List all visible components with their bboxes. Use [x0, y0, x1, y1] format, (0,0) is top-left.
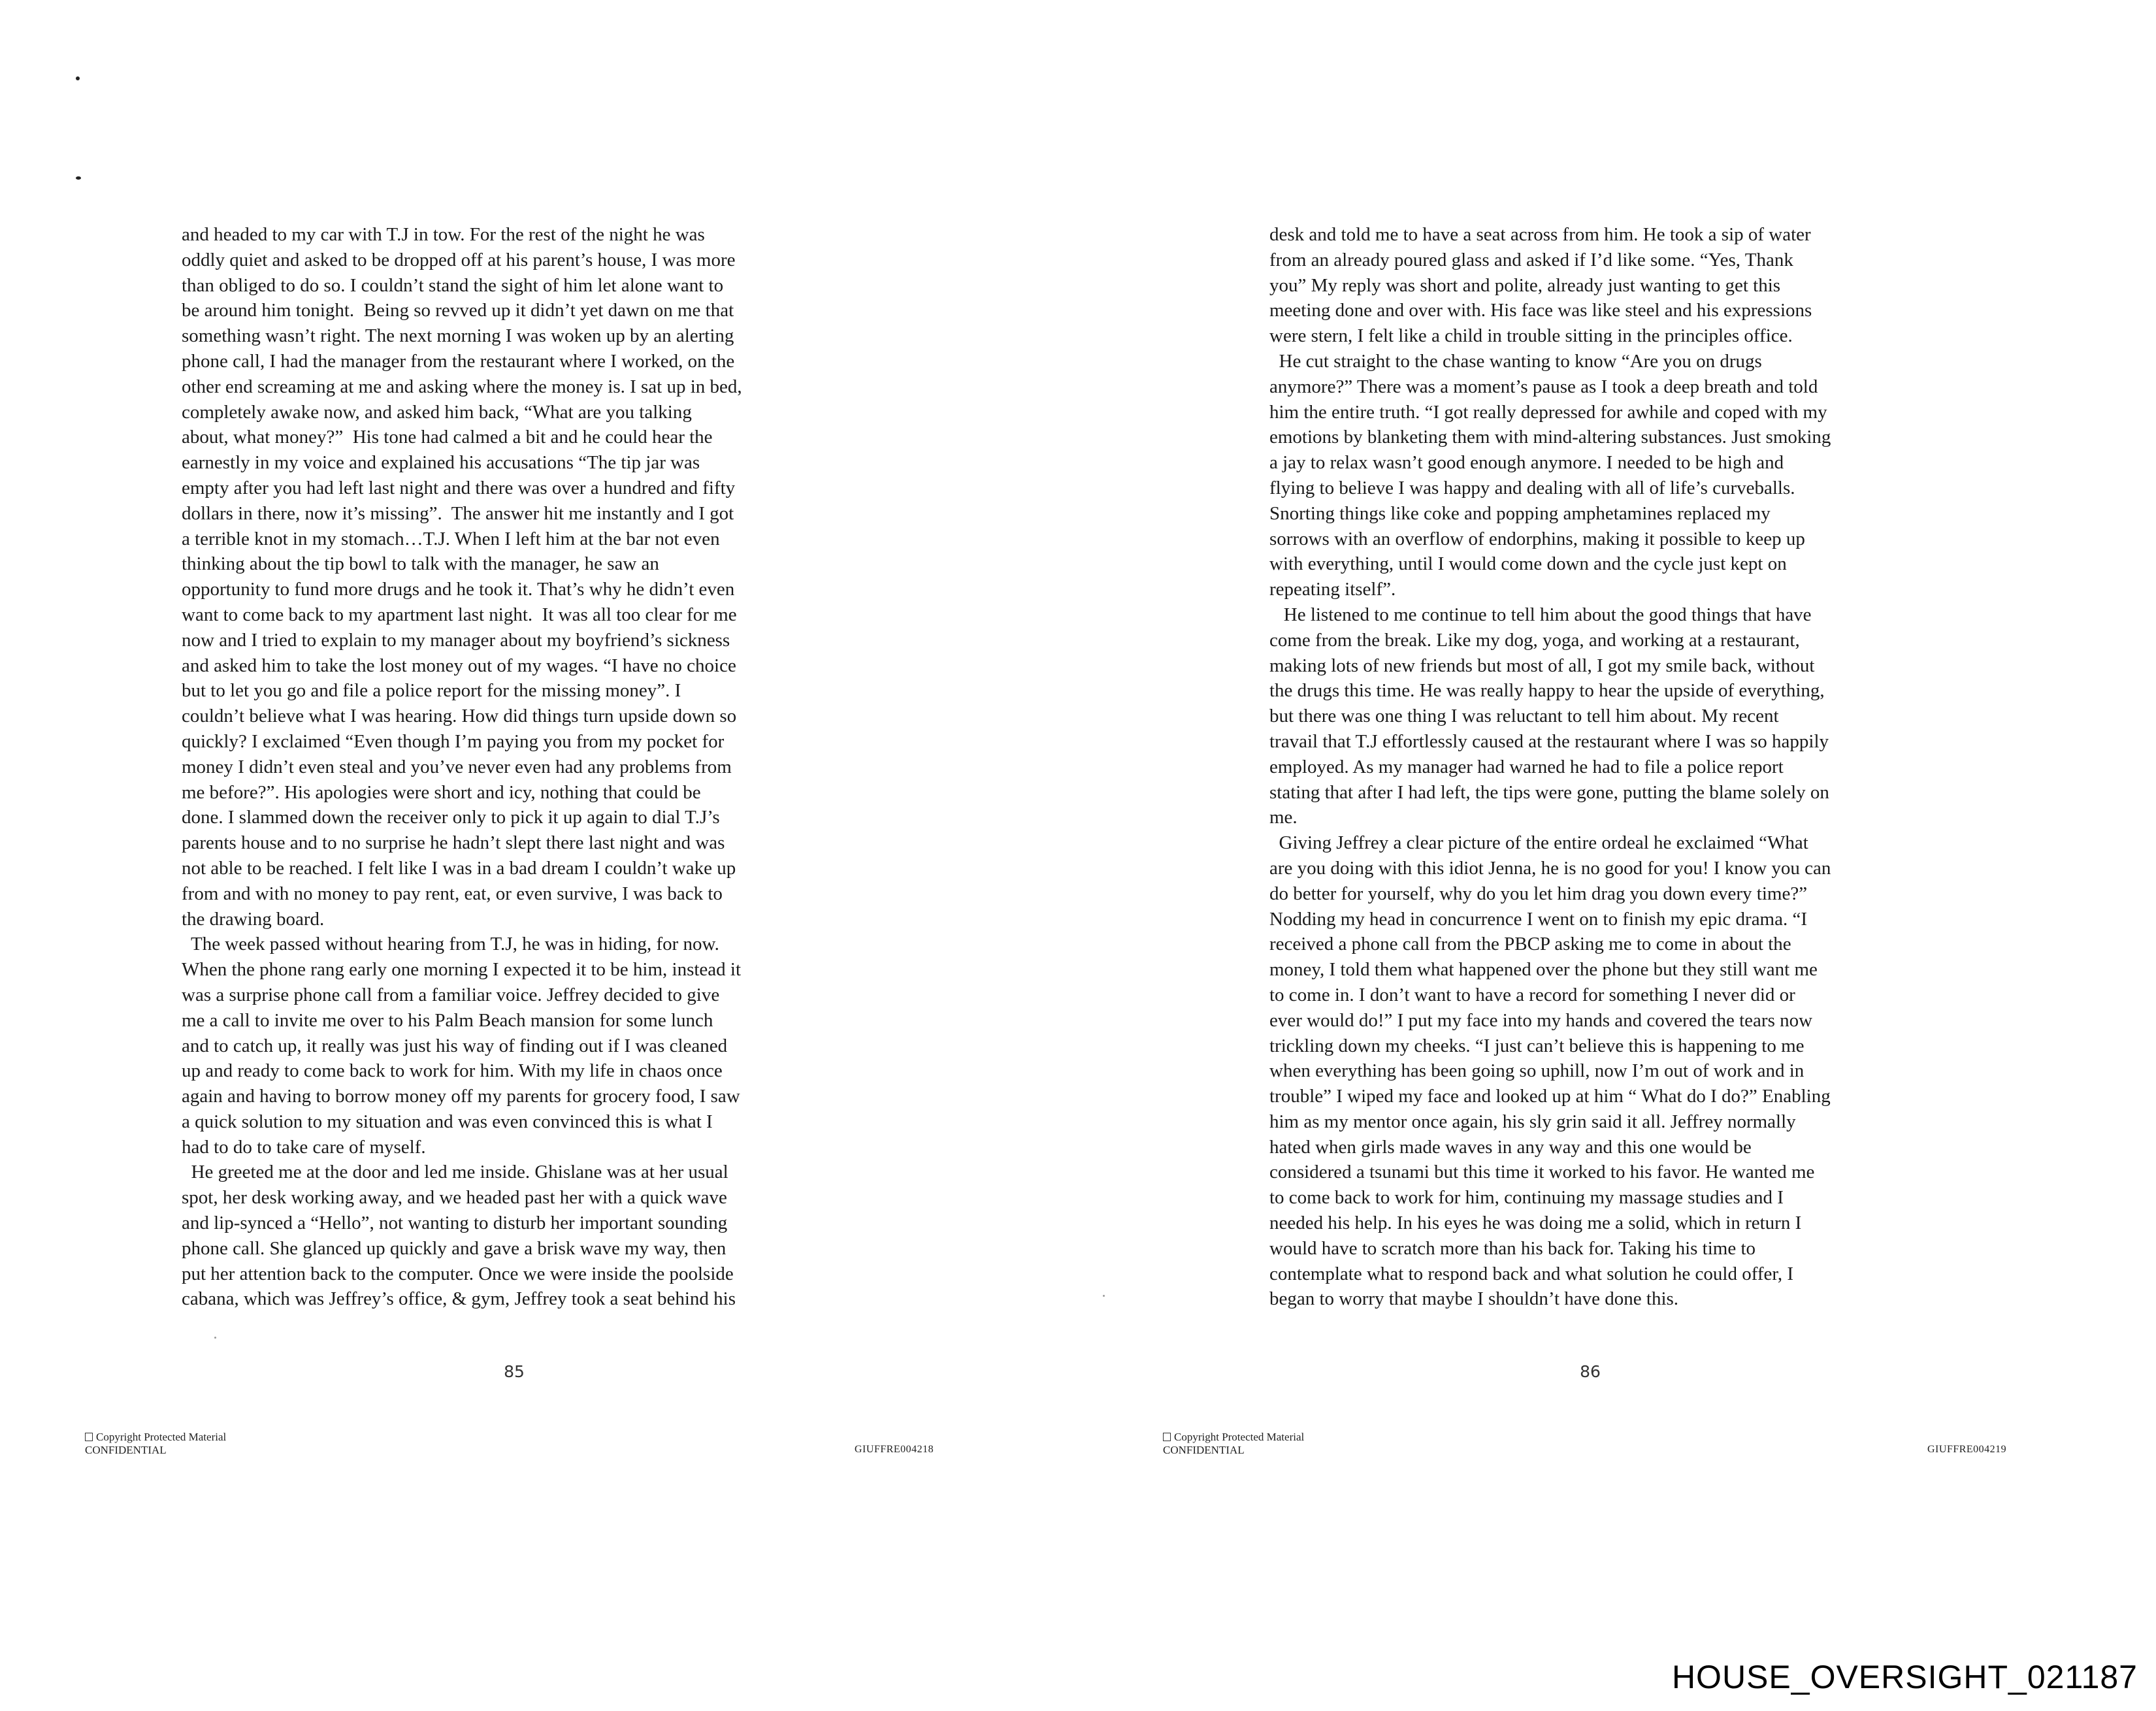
text-line: done. I slammed down the receiver only to pick it up again to dial T.J’s	[182, 807, 720, 828]
text-line: want to come back to my apartment last night. It was all too clear for me	[182, 604, 737, 625]
confidential-label: CONFIDENTIAL	[85, 1444, 167, 1456]
document-id: GIUFFRE004218	[855, 1444, 934, 1455]
text-line: considered a tsunami but this time it worked to his favor. He wanted me	[1269, 1162, 1815, 1183]
text-line: but to let you go and file a police report for the missing money”. I	[182, 680, 681, 702]
footer-copyright-notice	[1163, 1431, 1304, 1457]
text-line: completely awake now, and asked him back, “What are you talking	[182, 401, 692, 423]
text-line: began to worry that maybe I shouldn’t have done this.	[1269, 1288, 1679, 1310]
text-line: him the entire truth. “I got really depressed for awhile and coped with my	[1269, 401, 1827, 423]
text-line: a quick solution to my situation and was even convinced this is what I	[182, 1111, 713, 1132]
text-line: dollars in there, now it’s missing”. The answer hit me instantly and I got	[182, 502, 734, 524]
text-line: repeating itself”.	[1269, 579, 1396, 600]
text-line: than obliged to do so. I couldn’t stand the sight of him let alone want to	[182, 274, 724, 296]
document-id: GIUFFRE004219	[1927, 1444, 2007, 1455]
text-line: and asked him to take the lost money out of my wages. “I have no choice	[182, 655, 736, 676]
text-line: now and I tried to explain to my manager about my boyfriend’s sickness	[182, 629, 730, 651]
checkbox-icon	[1163, 1433, 1171, 1441]
text-line: money, I told them what happened over the phone but they still want me	[1269, 959, 1818, 981]
text-line: you” My reply was short and polite, already just wanting to get this	[1269, 274, 1781, 296]
checkbox-icon	[85, 1433, 93, 1441]
text-line: Snorting things like coke and popping amphetamines replaced my	[1269, 502, 1771, 524]
bates-stamp: HOUSE_OVERSIGHT_021187	[1671, 1659, 2138, 1695]
text-line: flying to believe I was happy and dealing with all of life’s curveballs.	[1269, 477, 1795, 498]
text-line: thinking about the tip bowl to talk with the manager, he saw an	[182, 553, 659, 575]
text-line: empty after you had left last night and there was over a hundred and fifty	[182, 477, 736, 498]
footer-copyright-notice	[85, 1431, 226, 1457]
text-line: stating that after I had left, the tips were gone, putting the blame solely on	[1269, 781, 1829, 803]
text-line: making lots of new friends but most of all, I got my smile back, without	[1269, 655, 1815, 676]
text-line: sorrows with an overflow of endorphins, making it possible to keep up	[1269, 528, 1805, 549]
text-line: phone call. She glanced up quickly and gave a brisk wave my way, then	[182, 1237, 727, 1259]
text-line: not able to be reached. I felt like I was in a bad dream I couldn’t wake up	[182, 857, 736, 879]
page-number: 86	[1580, 1362, 1601, 1381]
text-line: the drawing board.	[182, 908, 325, 930]
text-line: anymore?” There was a moment’s pause as I took a deep breath and told	[1269, 376, 1818, 397]
text-line: and to catch up, it really was just his way of finding out if I was cleaned	[182, 1035, 728, 1056]
text-line: Nodding my head in concurrence I went on to finish my epic drama. “I	[1269, 908, 1808, 930]
text-line: with everything, until I would come down and the cycle just kept on	[1269, 553, 1787, 575]
text-line: phone call, I had the manager from the restaurant where I worked, on the	[182, 350, 735, 372]
text-line: needed his help. In his eyes he was doing me a solid, which in return I	[1269, 1213, 1802, 1234]
text-line: to come in. I don’t want to have a record for something I never did or	[1269, 984, 1795, 1005]
text-line: a jay to relax wasn’t good enough anymore. I needed to be high and	[1269, 452, 1784, 474]
text-line: be around him tonight. Being so revved up it didn’t yet dawn on me that	[182, 300, 734, 321]
copyright-line: Copyright Protected Material	[1163, 1431, 1304, 1444]
confidential-label: CONFIDENTIAL	[1163, 1444, 1245, 1456]
text-line: about, what money?” His tone had calmed a bit and he could hear the	[182, 427, 713, 448]
text-line: other end screaming at me and asking where the money is. I sat up in bed,	[182, 376, 742, 397]
text-line: He cut straight to the chase wanting to know “Are you on drugs	[1269, 350, 1762, 372]
text-line: do better for yourself, why do you let him drag you down every time?”	[1269, 883, 1808, 904]
text-line: travail that T.J effortlessly caused at the restaurant where I was so happily	[1269, 730, 1829, 752]
text-line: oddly quiet and asked to be dropped off at his parent’s house, I was more	[182, 249, 736, 270]
text-line: opportunity to fund more drugs and he took it. That’s why he didn’t even	[182, 579, 735, 600]
text-line: emotions by blanketing them with mind-altering substances. Just smoking	[1269, 427, 1831, 448]
text-line: parents house and to no surprise he hadn’t slept there last night and was	[182, 832, 725, 854]
text-line: The week passed without hearing from T.J, he was in hiding, for now.	[182, 934, 719, 955]
text-line: contemplate what to respond back and what solution he could offer, I	[1269, 1263, 1794, 1284]
text-line: to come back to work for him, continuing my massage studies and I	[1269, 1187, 1784, 1209]
text-line: me.	[1269, 807, 1298, 828]
text-line: me before?”. His apologies were short and icy, nothing that could be	[182, 781, 701, 803]
text-line: earnestly in my voice and explained his accusations “The tip jar was	[182, 452, 700, 474]
text-line: ever would do!” I put my face into my hands and covered the tears now	[1269, 1009, 1813, 1031]
text-line: the drugs this time. He was really happy to hear the upside of everything,	[1269, 680, 1825, 702]
text-line: trouble” I wiped my face and looked up at him “ What do I do?” Enabling	[1269, 1086, 1831, 1107]
text-line: was a surprise phone call from a familiar voice. Jeffrey decided to give	[182, 984, 720, 1005]
text-line: a terrible knot in my stomach…T.J. When I left him at the bar not even	[182, 528, 720, 549]
text-line: had to do to take care of myself.	[182, 1136, 426, 1158]
text-line: Giving Jeffrey a clear picture of the entire ordeal he exclaimed “What	[1269, 832, 1808, 854]
text-line: would have to scratch more than his back for. Taking his time to	[1269, 1237, 1756, 1259]
text-line: He listened to me continue to tell him about the good things that have	[1269, 604, 1812, 625]
text-line: were stern, I felt like a child in trouble sitting in the principles office.	[1269, 325, 1793, 347]
text-line: When the phone rang early one morning I expected it to be him, instead it	[182, 959, 742, 981]
text-line: trickling down my cheeks. “I just can’t believe this is happening to me	[1269, 1035, 1805, 1056]
text-line: are you doing with this idiot Jenna, he is no good for you! I know you can	[1269, 857, 1831, 879]
text-line: couldn’t believe what I was hearing. How did things turn upside down so	[182, 706, 737, 727]
right-page-body-text	[1269, 222, 1923, 1312]
text-line: him as my mentor once again, his sly grin said it all. Jeffrey normally	[1269, 1111, 1796, 1132]
text-line: up and ready to come back to work for him. With my life in chaos once	[182, 1060, 723, 1082]
right-page	[1078, 0, 2156, 1711]
left-page-body-text	[182, 222, 848, 1312]
text-line: money I didn’t even steal and you’ve never even had any problems from	[182, 756, 732, 777]
text-line: quickly? I exclaimed “Even though I’m paying you from my pocket for	[182, 730, 725, 752]
text-line: come from the break. Like my dog, yoga, and working at a restaurant,	[1269, 629, 1800, 651]
page-number: 85	[504, 1362, 525, 1381]
text-line: when everything has been going so uphill, now I’m out of work and in	[1269, 1060, 1805, 1082]
text-line: desk and told me to have a seat across from him. He took a sip of water	[1269, 224, 1811, 245]
text-line: cabana, which was Jeffrey’s office, & gym, Jeffrey took a seat behind his	[182, 1288, 736, 1310]
text-line: and headed to my car with T.J in tow. For the rest of the night he was	[182, 224, 705, 245]
text-line: He greeted me at the door and led me inside. Ghislane was at her usual	[182, 1162, 728, 1183]
text-line: but there was one thing I was reluctant to tell him about. My recent	[1269, 706, 1779, 727]
text-line: me a call to invite me over to his Palm Beach mansion for some lunch	[182, 1009, 713, 1031]
text-line: something wasn’t right. The next morning I was woken up by an alerting	[182, 325, 734, 347]
text-line: received a phone call from the PBCP asking me to come in about the	[1269, 934, 1791, 955]
text-line: meeting done and over with. His face was like steel and his expressions	[1269, 300, 1812, 321]
text-line: again and having to borrow money off my parents for grocery food, I saw	[182, 1086, 740, 1107]
text-line: from and with no money to pay rent, eat, or even survive, I was back to	[182, 883, 723, 904]
text-line: from an already poured glass and asked if I’d like some. “Yes, Thank	[1269, 249, 1793, 270]
text-line: and lip-synced a “Hello”, not wanting to disturb her important sounding	[182, 1213, 728, 1234]
text-line: employed. As my manager had warned he had to file a police report	[1269, 756, 1784, 777]
text-line: put her attention back to the computer. Once we were inside the poolside	[182, 1263, 734, 1284]
text-line: hated when girls made waves in any way and this one would be	[1269, 1136, 1752, 1158]
text-line: spot, her desk working away, and we headed past her with a quick wave	[182, 1187, 727, 1209]
copyright-line: Copyright Protected Material	[85, 1431, 226, 1444]
